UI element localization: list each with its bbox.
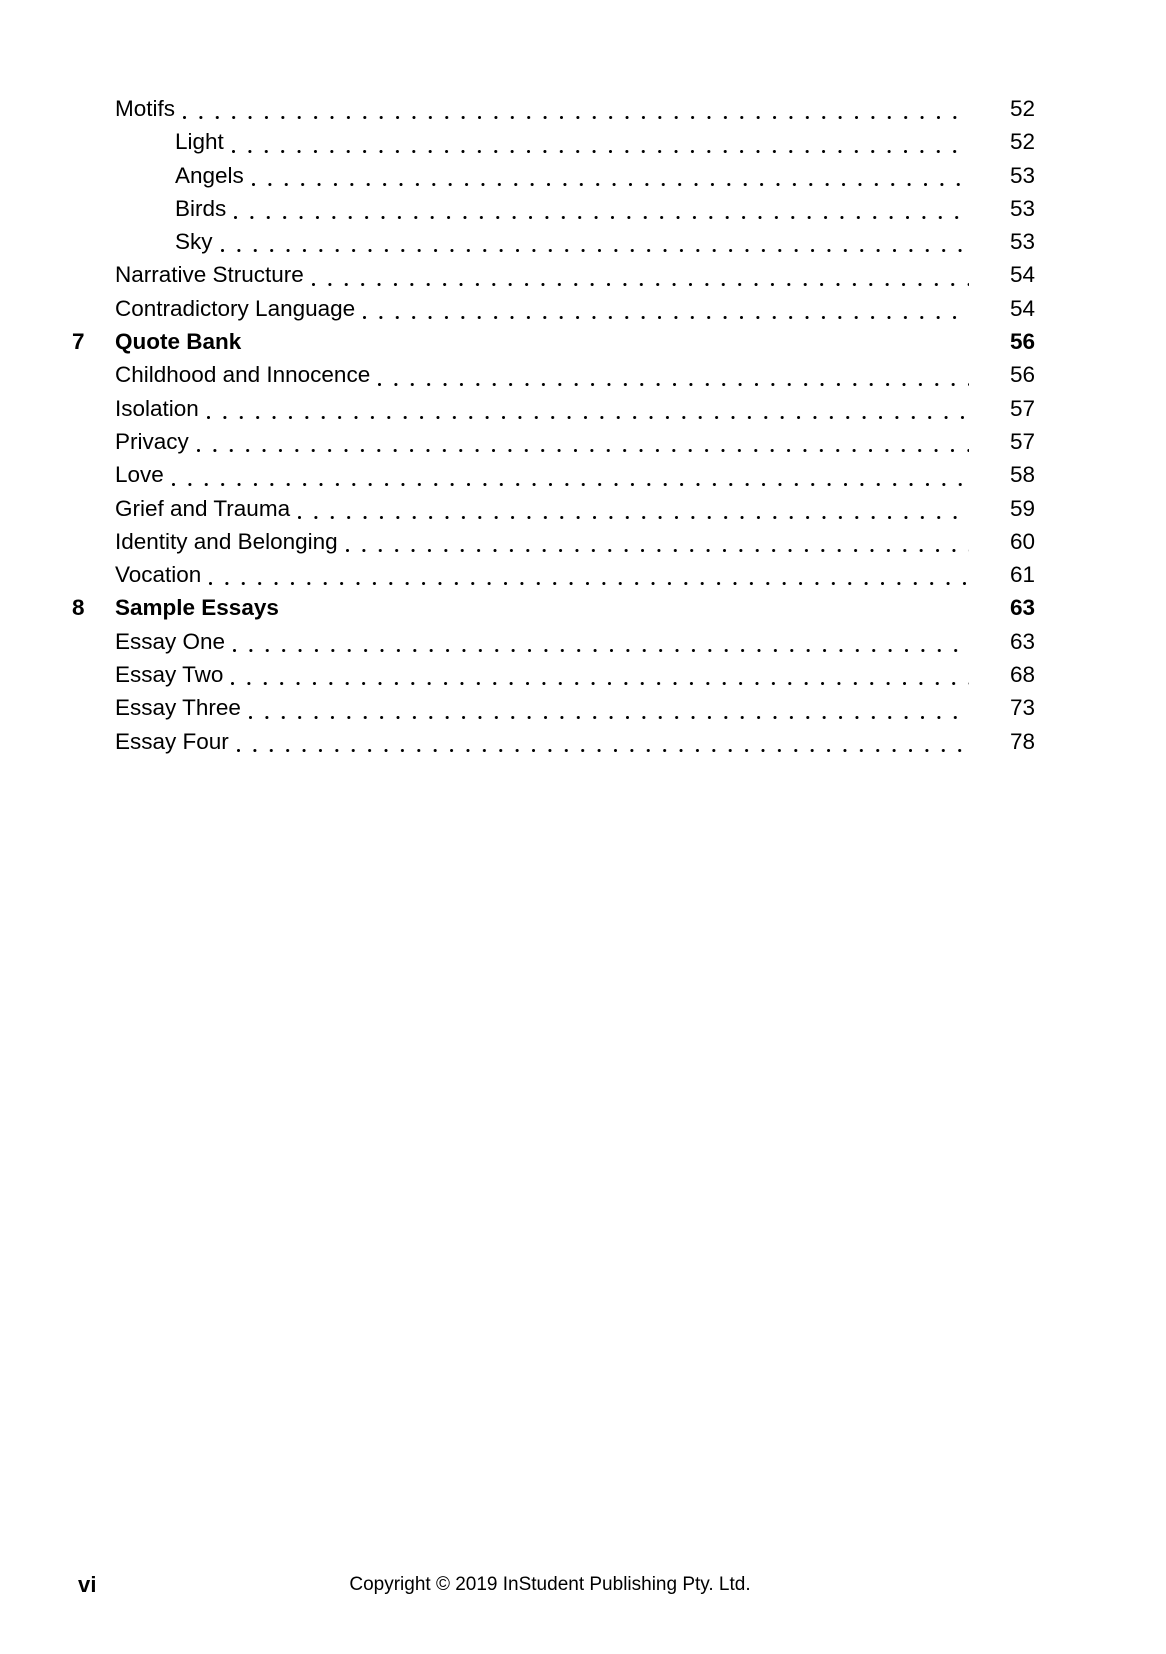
toc-entry-label: Essay Three [115, 695, 241, 721]
toc-page-number: 57 [1009, 428, 1035, 454]
toc-page-number: 56 [1009, 362, 1035, 388]
toc-entry-row[interactable] [0, 159, 1166, 192]
toc-entry-label: Love [115, 462, 164, 488]
toc-entry-row[interactable] [0, 625, 1166, 658]
toc-entry-label: Light [175, 129, 224, 155]
dot-leader [312, 270, 969, 292]
toc-entry-row[interactable] [0, 725, 1166, 758]
dot-leader [249, 336, 969, 358]
toc-entry-row[interactable] [0, 458, 1166, 491]
toc-entry-row[interactable] [0, 125, 1166, 158]
toc-entry-label: Contradictory Language [115, 295, 356, 321]
dot-leader [183, 103, 969, 125]
toc-entry-label: Birds [175, 195, 227, 221]
folio-page-number: vi [78, 1572, 97, 1597]
toc-page-number: 58 [1009, 462, 1035, 488]
dot-leader [287, 603, 969, 625]
toc-entry-row[interactable] [0, 392, 1166, 425]
dot-leader [378, 370, 969, 392]
toc-entry-row[interactable] [0, 525, 1166, 558]
page-footer [0, 1558, 1166, 1654]
toc-page-number: 54 [1009, 295, 1035, 321]
toc-page-number: 68 [1009, 662, 1035, 688]
dot-leader [209, 569, 969, 591]
dot-leader [363, 303, 969, 325]
toc-entry-row[interactable] [0, 425, 1166, 458]
toc-page-number: 59 [1009, 495, 1035, 521]
toc-chapter-row[interactable] [0, 591, 1166, 624]
toc-entry-row[interactable] [0, 192, 1166, 225]
toc-chapter-number: 8 [72, 595, 85, 621]
copyright-notice: Copyright © 2019 InStudent Publishing Pty. Ltd. [349, 1574, 751, 1595]
toc-entry-label: Privacy [115, 428, 189, 454]
toc-entry-label: Childhood and Innocence [115, 362, 371, 388]
toc-page-number: 53 [1009, 195, 1035, 221]
toc-page-number: 63 [1009, 595, 1035, 621]
toc-page-number: 52 [1009, 129, 1035, 155]
toc-entry-label: Grief and Trauma [115, 495, 291, 521]
toc-page-number: 53 [1009, 162, 1035, 188]
toc-entry-row[interactable] [0, 292, 1166, 325]
toc-entry-label: Angels [175, 162, 244, 188]
toc-entry-label: Quote Bank [115, 329, 242, 355]
dot-leader [252, 170, 969, 192]
dot-leader [346, 536, 969, 558]
toc-entry-row[interactable] [0, 258, 1166, 291]
toc-page-number: 53 [1009, 229, 1035, 255]
toc-entry-label: Motifs [115, 96, 176, 121]
dot-leader [298, 503, 969, 525]
toc-page-number: 56 [1009, 329, 1035, 355]
toc-entry-label: Essay One [115, 628, 226, 654]
toc-entry-label: Sky [175, 229, 213, 255]
toc-entry-label: Identity and Belonging [115, 528, 338, 554]
dot-leader [249, 703, 969, 725]
toc-page-number: 61 [1009, 562, 1035, 588]
toc-entry-label: Narrative Structure [115, 262, 304, 288]
toc-page-number: 78 [1009, 728, 1035, 754]
toc-entry-label: Essay Four [115, 728, 229, 754]
dot-leader [233, 636, 969, 658]
toc-entry-label: Vocation [115, 562, 202, 588]
toc-chapter-row[interactable] [0, 325, 1166, 358]
toc-page-number: 52 [1009, 96, 1035, 121]
dot-leader [231, 669, 969, 691]
toc-entry-row[interactable] [0, 92, 1166, 125]
dot-leader [207, 403, 969, 425]
toc-entry-row[interactable] [0, 225, 1166, 258]
toc-entry-label: Essay Two [115, 662, 224, 688]
toc-entry-row[interactable] [0, 558, 1166, 591]
toc-entry-label: Isolation [115, 395, 199, 421]
dot-leader [234, 203, 969, 225]
toc-page-number: 54 [1009, 262, 1035, 288]
toc-entry-row[interactable] [0, 492, 1166, 525]
dot-leader [232, 137, 969, 159]
dot-leader [237, 736, 969, 758]
table-of-contents [0, 92, 1166, 758]
toc-page-number: 63 [1009, 628, 1035, 654]
toc-page-number: 73 [1009, 695, 1035, 721]
toc-page-number: 60 [1009, 528, 1035, 554]
dot-leader [197, 436, 969, 458]
dot-leader [221, 236, 969, 258]
toc-entry-row[interactable] [0, 658, 1166, 691]
toc-chapter-number: 7 [72, 329, 85, 355]
toc-entry-row[interactable] [0, 358, 1166, 391]
toc-entry-label: Sample Essays [115, 595, 279, 621]
toc-page-number: 57 [1009, 395, 1035, 421]
dot-leader [172, 470, 969, 492]
toc-entry-row[interactable] [0, 691, 1166, 724]
